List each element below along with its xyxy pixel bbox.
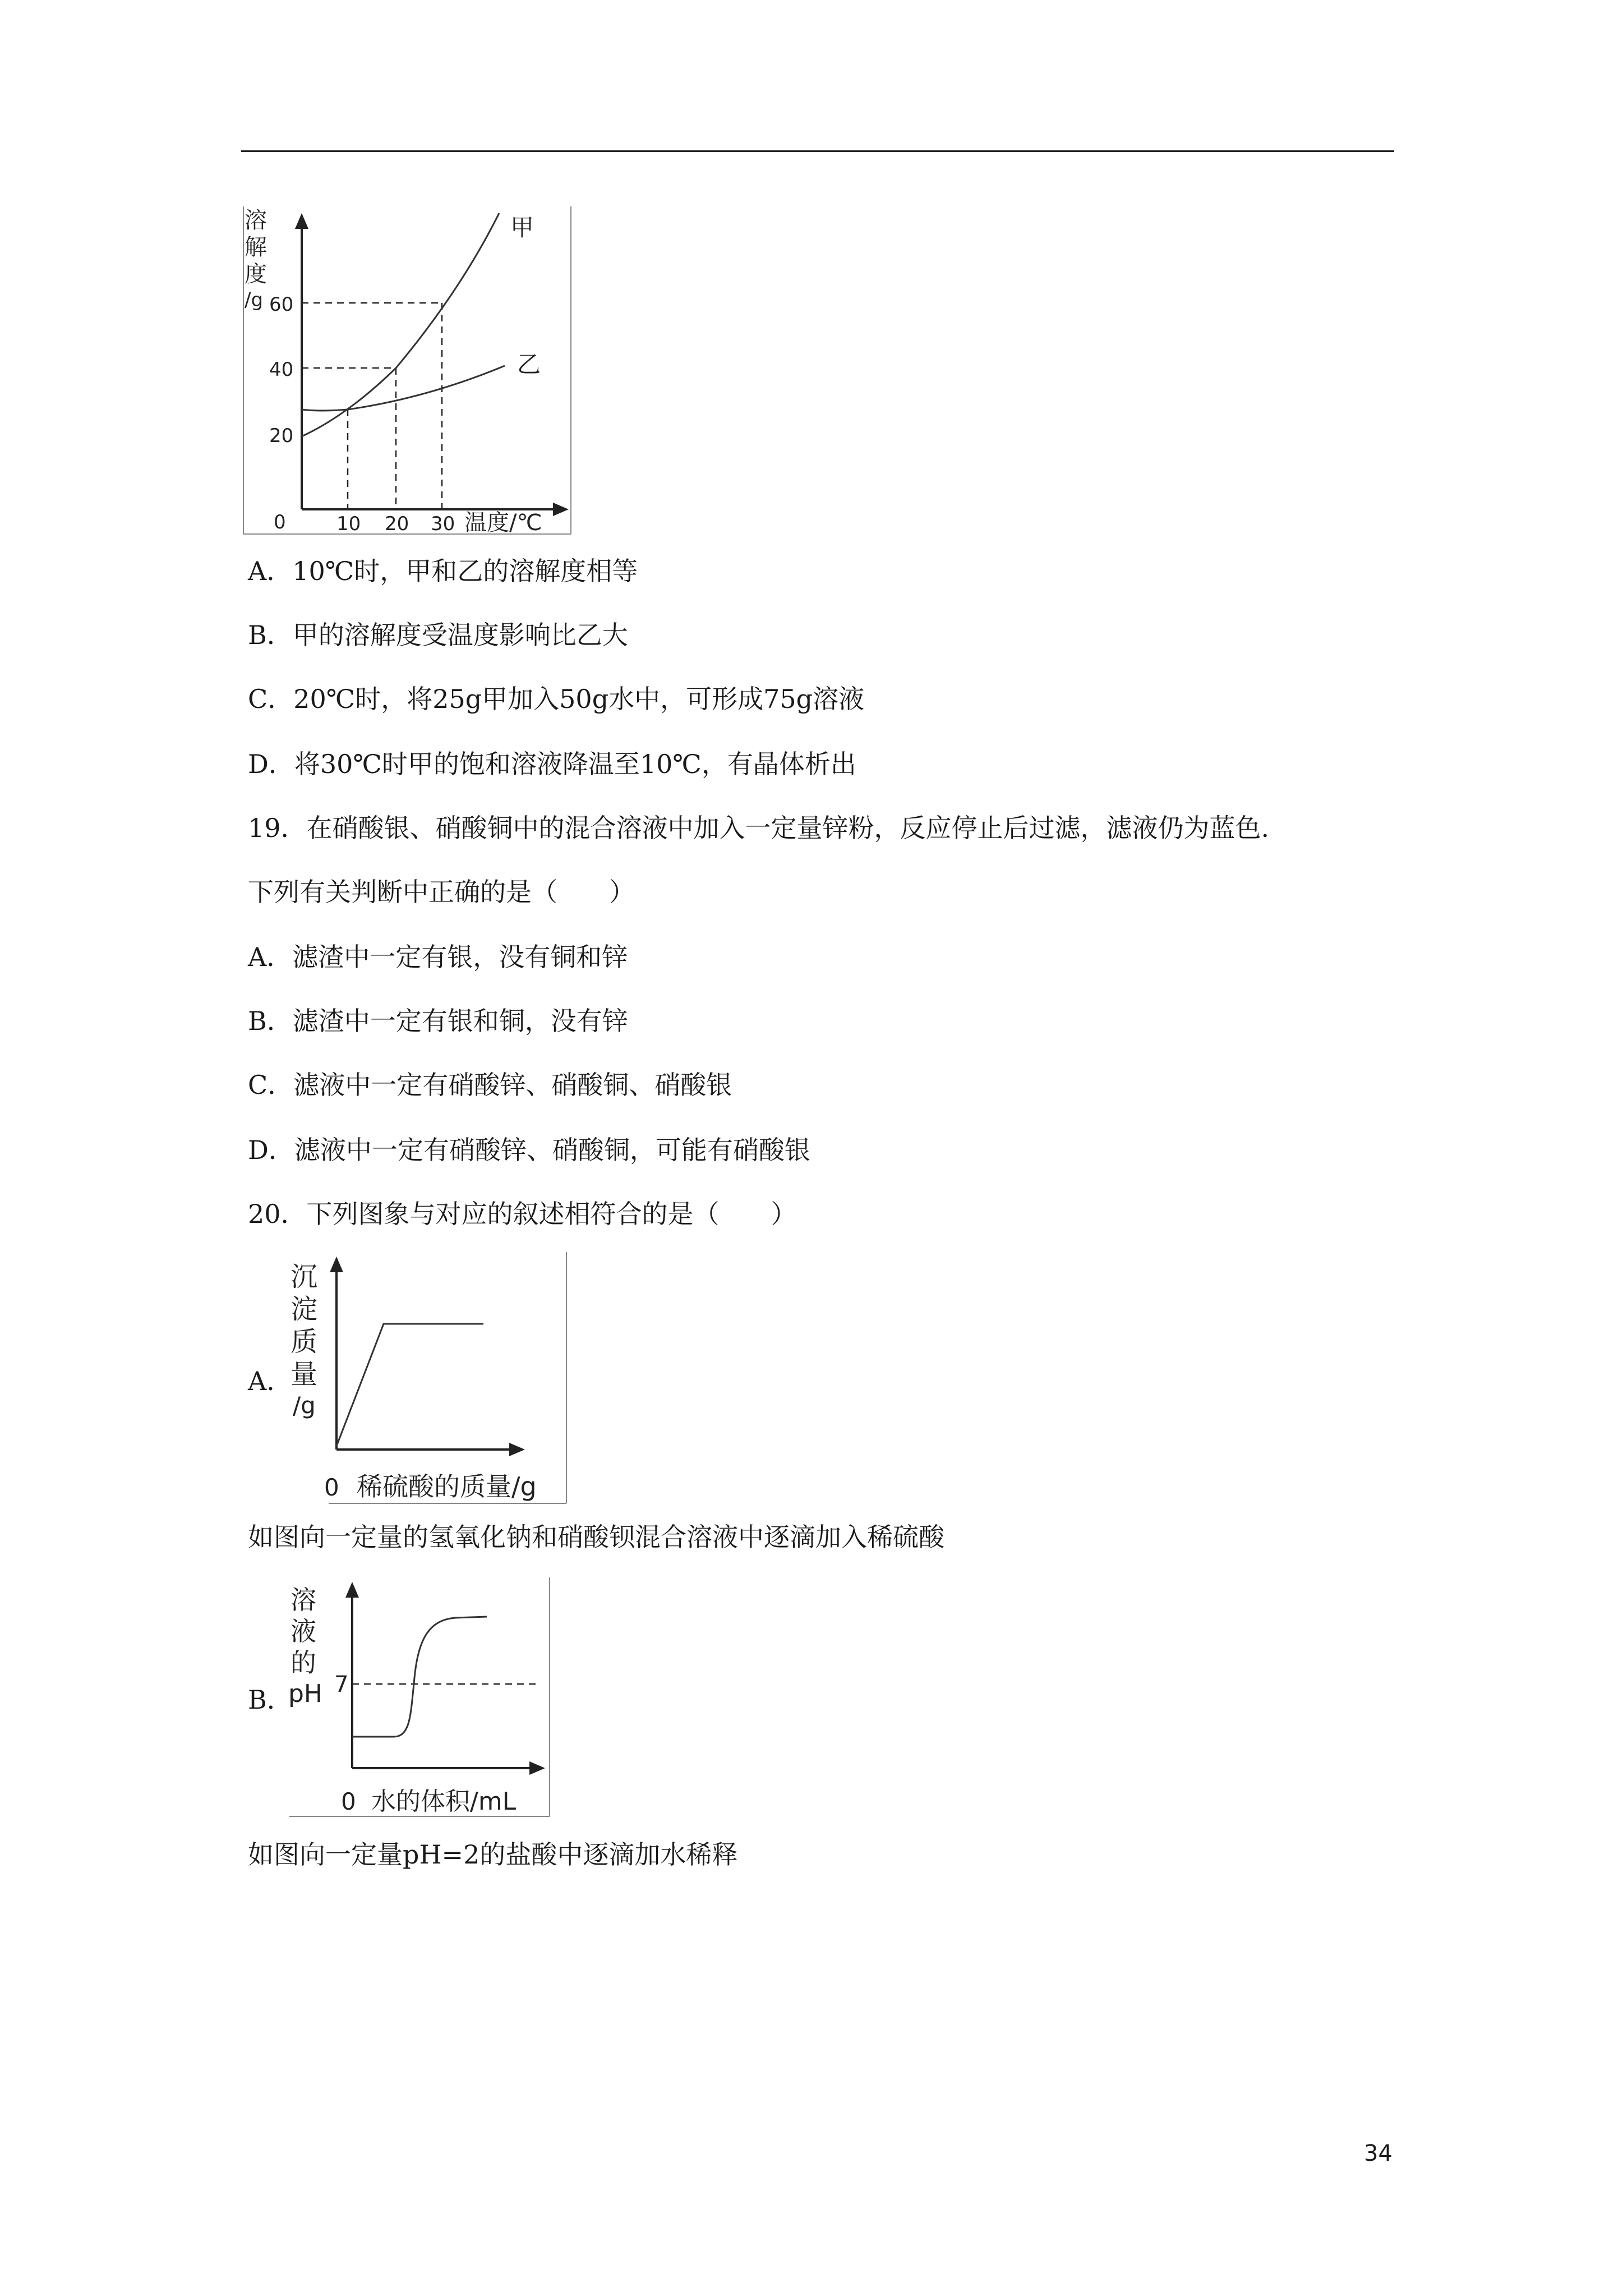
y-axis-label-char: 解 xyxy=(245,234,267,260)
y-axis-label-char: 淀 xyxy=(291,1294,318,1325)
origin-label: 0 xyxy=(341,1788,356,1815)
q18-option-b: B．甲的溶解度受温度影响比乙大 xyxy=(248,620,628,650)
q18-option-a: A．10℃时，甲和乙的溶解度相等 xyxy=(248,556,638,586)
q19-option-a: A．滤渣中一定有银，没有铜和锌 xyxy=(248,942,628,972)
q19-option-b: B．滤渣中一定有银和铜，没有锌 xyxy=(248,1006,628,1036)
q18-option-d: D．将30℃时甲的饱和溶液降温至10℃，有晶体析出 xyxy=(248,749,856,779)
y-tick-label: 60 xyxy=(269,293,294,316)
x-tick-label: 10 xyxy=(336,513,361,535)
curve-yi xyxy=(302,366,505,411)
y-tick-label: 40 xyxy=(269,358,294,381)
solubility-chart xyxy=(241,202,583,539)
origin-label: 0 xyxy=(274,511,286,533)
y-tick-label: 20 xyxy=(269,425,294,447)
q18-option-c: C．20℃时，将25g甲加入50g水中，可形成75g溶液 xyxy=(248,684,865,714)
header-rule xyxy=(241,150,1394,152)
q20-option-a-label: A． xyxy=(248,1366,293,1396)
x-axis-label: 水的体积/mL xyxy=(371,1787,517,1816)
x-axis-label: 稀硫酸的质量/g xyxy=(357,1471,537,1502)
y-axis-label-char: 度 xyxy=(245,261,267,287)
x-axis-label: 温度/℃ xyxy=(464,510,542,536)
q20-stem: 20．下列图象与对应的叙述相符合的是（ ） xyxy=(248,1199,797,1229)
y-axis-label-char: 质 xyxy=(291,1326,318,1358)
y-axis-label-char: 液 xyxy=(291,1616,316,1646)
y-axis-label-char: /g xyxy=(245,289,264,311)
solution-ph-chart xyxy=(287,1574,557,1821)
curve-yi-label: 乙 xyxy=(517,351,541,378)
curve-jia-label: 甲 xyxy=(510,214,534,241)
precipitate-line xyxy=(336,1324,483,1446)
ph-curve xyxy=(352,1617,487,1737)
q20-option-b-caption: 如图向一定量pH=2的盐酸中逐滴加水稀释 xyxy=(248,1839,738,1870)
y-axis-label-char: 的 xyxy=(291,1648,316,1678)
q20-option-a-caption: 如图向一定量的氢氧化钠和硝酸钡混合溶液中逐滴加入稀硫酸 xyxy=(248,1522,944,1552)
y-tick-label: 7 xyxy=(334,1672,349,1697)
q20-option-b-label: B． xyxy=(248,1685,293,1715)
y-axis-label-char: /g xyxy=(293,1392,316,1419)
origin-label: 0 xyxy=(324,1474,339,1501)
x-tick-label: 30 xyxy=(431,513,455,535)
y-axis-label-char: 溶 xyxy=(245,208,267,233)
curve-jia xyxy=(302,213,499,436)
y-axis-label-char: 溶 xyxy=(291,1585,316,1615)
q19-option-d: D．滤液中一定有硝酸锌、硝酸铜，可能有硝酸银 xyxy=(248,1135,810,1165)
y-axis-label-char: 量 xyxy=(291,1359,318,1390)
q19-stem-line1: 19．在硝酸银、硝酸铜中的混合溶液中加入一定量锌粉，反应停止后过滤，滤液仍为蓝色. xyxy=(248,813,1270,843)
y-axis-label-char: pH xyxy=(288,1680,323,1708)
y-axis-label-char: 沉 xyxy=(291,1261,318,1292)
precipitate-mass-chart xyxy=(287,1249,574,1507)
x-tick-label: 20 xyxy=(385,513,409,535)
page-number: 34 xyxy=(1364,2141,1393,2166)
q19-option-c: C．滤液中一定有硝酸锌、硝酸铜、硝酸银 xyxy=(248,1070,732,1100)
q19-stem-line2: 下列有关判断中正确的是（ ） xyxy=(248,877,635,907)
